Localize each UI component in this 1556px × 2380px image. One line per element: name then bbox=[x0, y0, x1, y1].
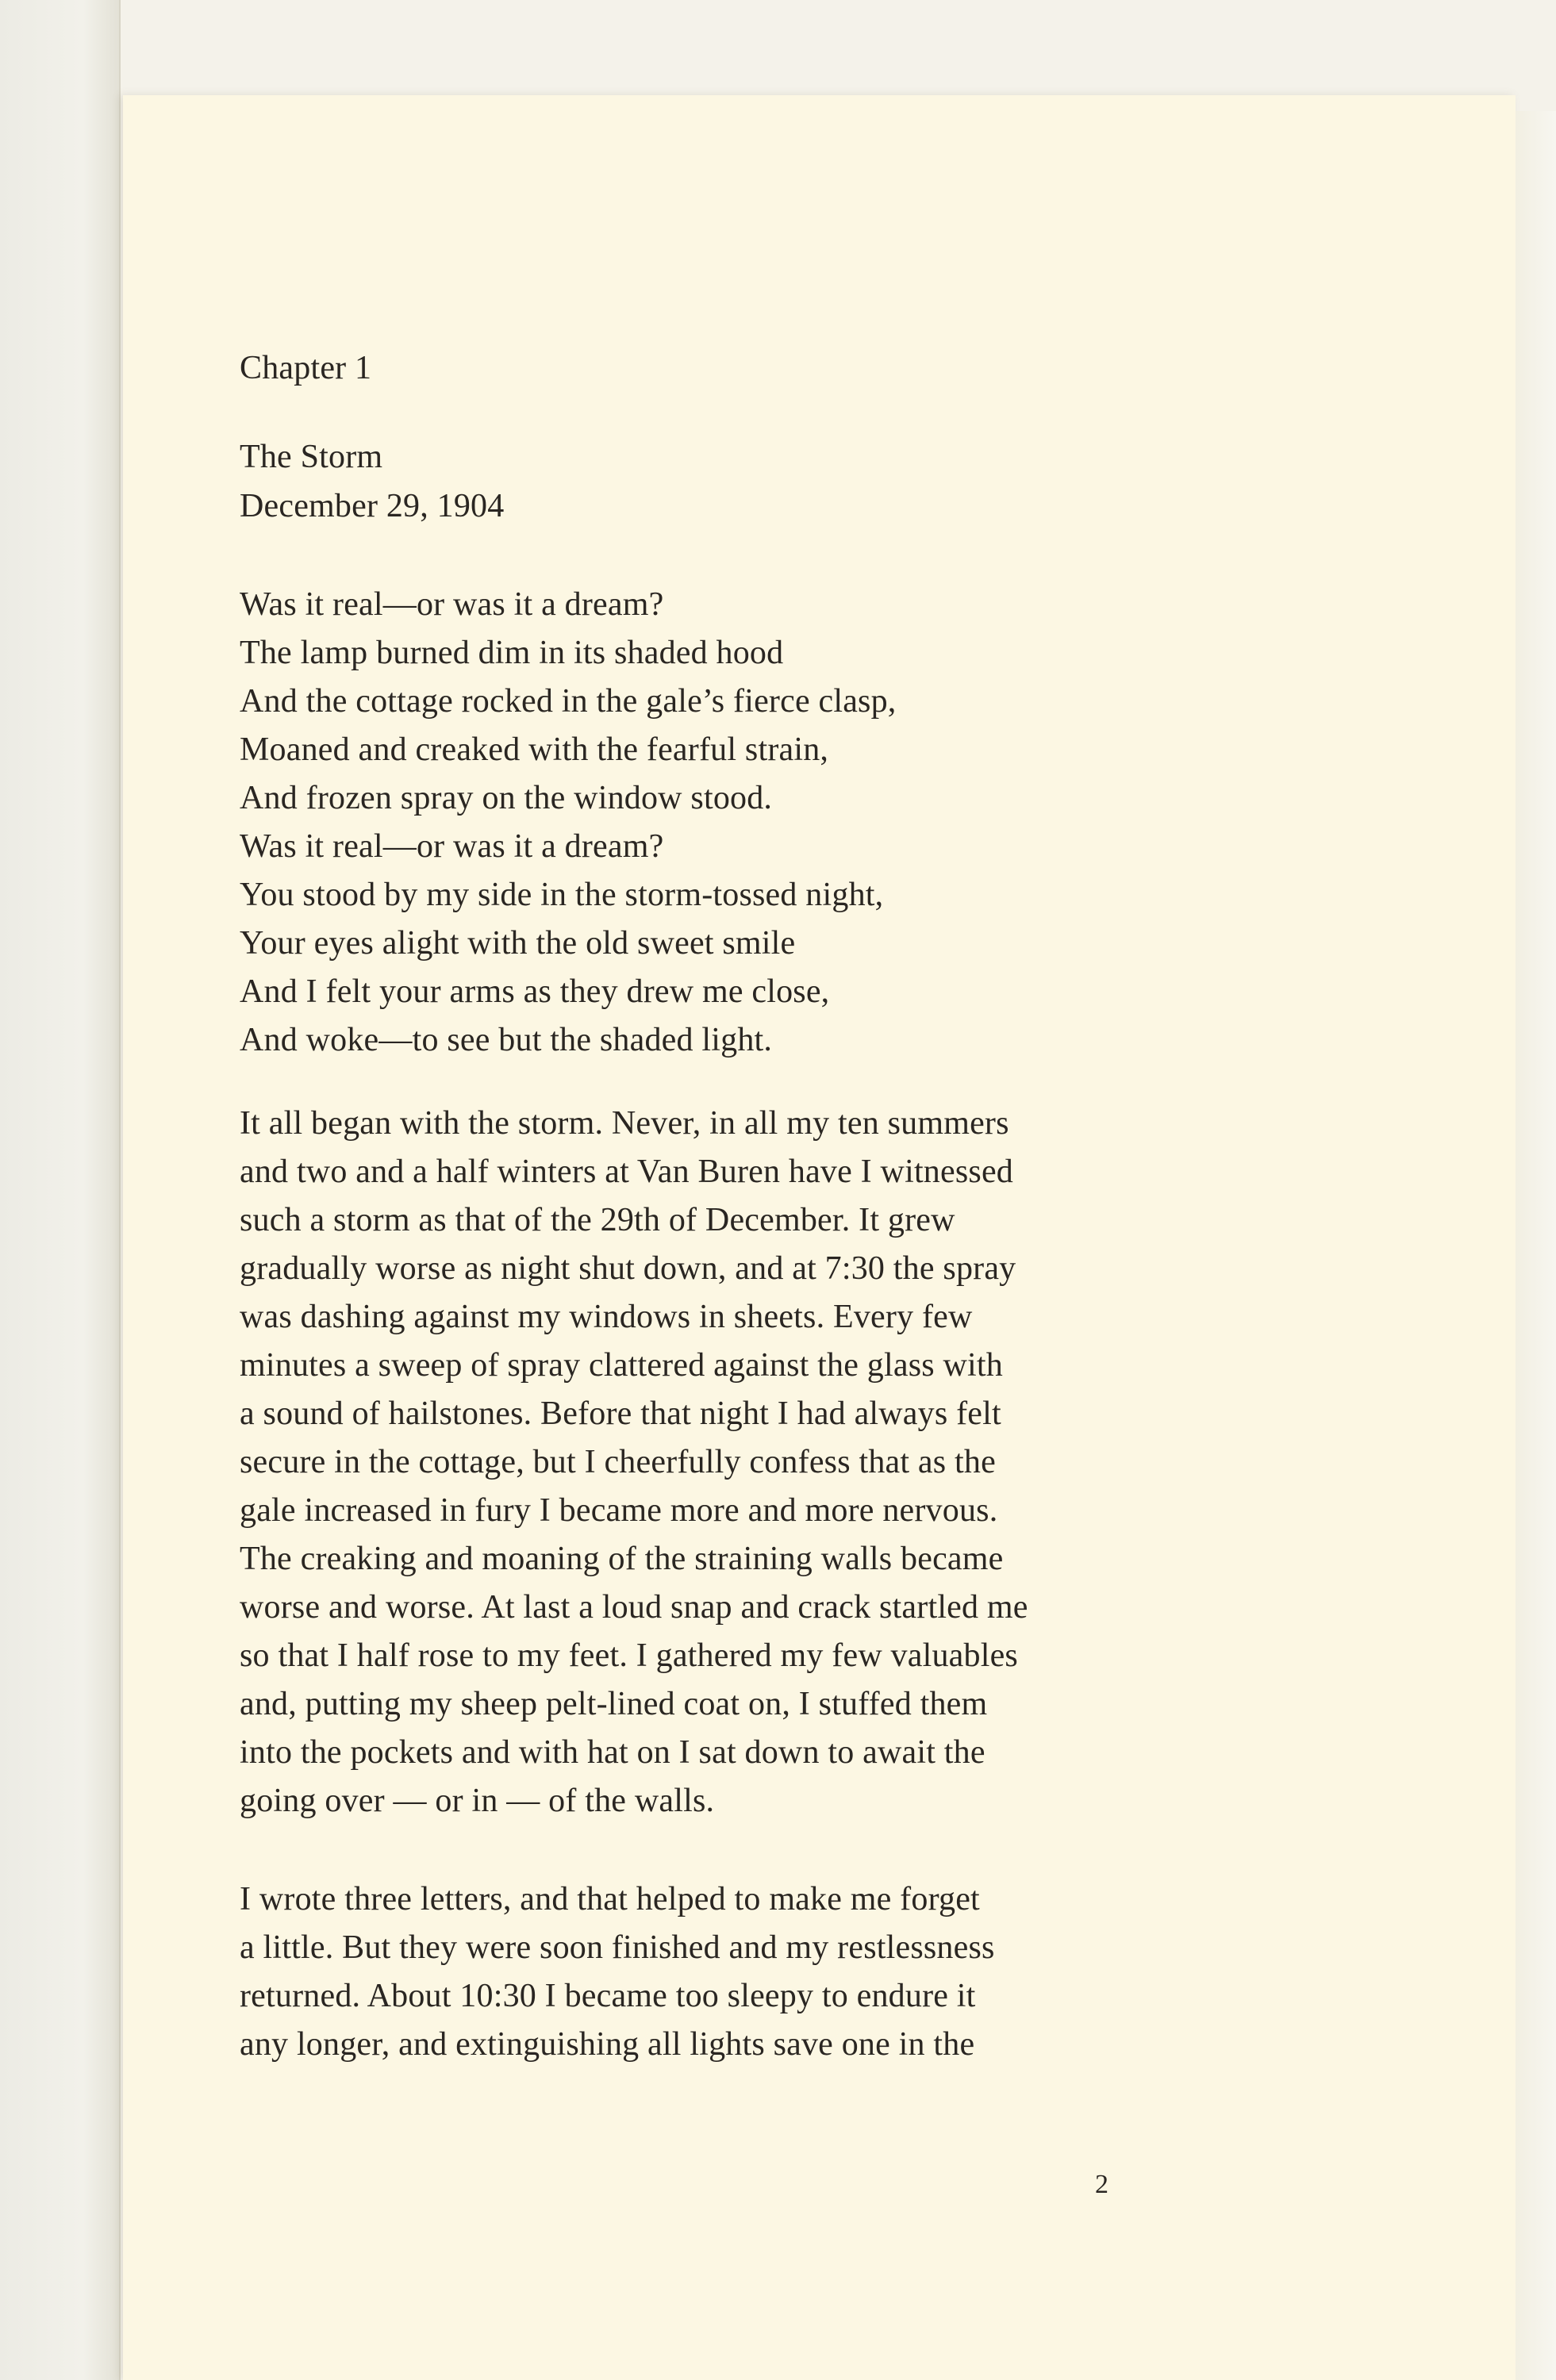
poem-line: The lamp burned dim in its shaded hood bbox=[240, 635, 784, 671]
paragraph-line: The creaking and moaning of the straining walls became bbox=[240, 1541, 1004, 1577]
page-number: 2 bbox=[1095, 2170, 1108, 2199]
poem-line: And the cottage rocked in the gale’s fierce clasp, bbox=[240, 683, 897, 720]
page-stack-edge bbox=[1516, 111, 1556, 2380]
chapter-heading: Chapter 1 bbox=[240, 350, 372, 386]
paragraph-line: a little. But they were soon finished and my restlessness bbox=[240, 1929, 995, 1966]
poem-line: Your eyes alight with the old sweet smile bbox=[240, 925, 796, 962]
paragraph bbox=[240, 1100, 1028, 1825]
paragraph-line: returned. About 10:30 I became too sleepy to endure it bbox=[240, 1978, 976, 2014]
poem-line: And woke—to see but the shaded light. bbox=[240, 1022, 773, 1058]
poem-line: Was it real—or was it a dream? bbox=[240, 828, 664, 865]
paragraph-line: a sound of hailstones. Before that night I had always felt bbox=[240, 1395, 1001, 1432]
chapter-date: December 29, 1904 bbox=[240, 488, 505, 524]
paragraph-line: gale increased in fury I became more and more nervous. bbox=[240, 1492, 998, 1529]
paragraph-line: minutes a sweep of spray clattered against the glass with bbox=[240, 1347, 1003, 1384]
paragraph-line: any longer, and extinguishing all lights save one in the bbox=[240, 2026, 975, 2063]
poem-line: Moaned and creaked with the fearful strain, bbox=[240, 731, 829, 768]
paragraph-line: was dashing against my windows in sheets. Every few bbox=[240, 1299, 973, 1335]
paragraph-line: secure in the cottage, but I cheerfully confess that as the bbox=[240, 1444, 996, 1480]
paragraph-line: gradually worse as night shut down, and at 7:30 the spray bbox=[240, 1250, 1016, 1287]
previous-page-edge bbox=[0, 0, 121, 2380]
paragraph-line: It all began with the storm. Never, in all my ten summers bbox=[240, 1105, 1009, 1142]
paragraph-line: worse and worse. At last a loud snap and crack startled me bbox=[240, 1589, 1028, 1626]
paragraph-line: going over — or in — of the walls. bbox=[240, 1783, 715, 1819]
paragraph-line: and two and a half winters at Van Buren have I witnessed bbox=[240, 1154, 1013, 1190]
paragraph-line: and, putting my sheep pelt-lined coat on, I stuffed them bbox=[240, 1686, 988, 1722]
paragraph bbox=[240, 1875, 995, 2069]
paragraph-line: such a storm as that of the 29th of December. It grew bbox=[240, 1202, 955, 1238]
poem-line: And frozen spray on the window stood. bbox=[240, 780, 773, 816]
chapter-title: The Storm bbox=[240, 439, 383, 475]
poem bbox=[240, 581, 896, 1065]
poem-line: You stood by my side in the storm-tossed night, bbox=[240, 877, 884, 913]
poem-line: Was it real—or was it a dream? bbox=[240, 586, 664, 623]
paragraph-line: I wrote three letters, and that helped to make me forget bbox=[240, 1881, 980, 1917]
paragraph-line: into the pockets and with hat on I sat down to await the bbox=[240, 1734, 985, 1771]
paragraph-line: so that I half rose to my feet. I gathered my few valuables bbox=[240, 1637, 1018, 1674]
poem-line: And I felt your arms as they drew me close, bbox=[240, 973, 830, 1010]
